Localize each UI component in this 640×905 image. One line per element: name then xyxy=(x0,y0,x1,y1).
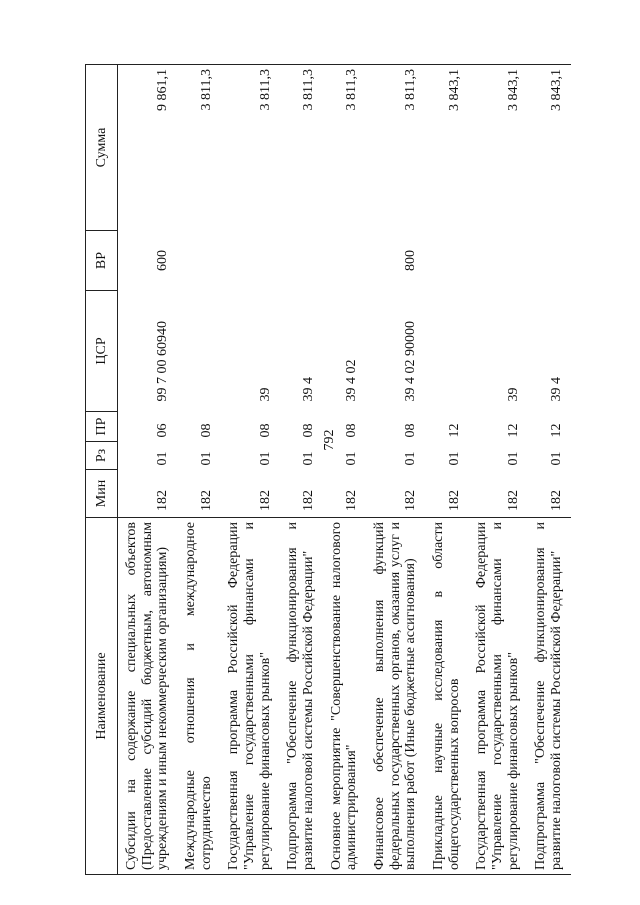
row-pr: 08 xyxy=(403,423,419,438)
row-pr: 08 xyxy=(301,423,317,438)
row-vr xyxy=(527,231,570,291)
row-rz: 01 xyxy=(155,451,171,466)
row-name: Международные отношения и международное сотрудничество xyxy=(177,518,220,875)
row-vr xyxy=(177,231,220,291)
table-row xyxy=(527,65,570,875)
row-rz: 01 xyxy=(257,451,273,466)
table-row xyxy=(177,65,220,875)
row-min: 182 xyxy=(446,490,462,511)
row-vr xyxy=(468,231,527,291)
row-pr: 08 xyxy=(344,423,360,438)
row-csr: 99 7 00 60940 xyxy=(155,321,171,402)
budget-table xyxy=(85,64,571,875)
row-pr: 06 xyxy=(155,423,171,438)
page-number: 792 xyxy=(322,429,337,451)
table-row xyxy=(366,65,425,875)
rotated-page xyxy=(85,65,610,875)
row-name: Финансовое обеспечение выполнения функций федеральных государственных органов, оказания услуг и выполнения работ (Иные бюджетные ассигнования) xyxy=(366,518,425,875)
row-csr: 39 4 xyxy=(549,377,565,402)
header-name: Наименование xyxy=(86,518,118,875)
row-vr xyxy=(425,231,468,291)
row-sum: 3 811,3 xyxy=(279,65,322,231)
row-rz: 01 xyxy=(301,451,317,466)
row-csr: 39 4 xyxy=(301,377,317,402)
row-sum: 3 811,3 xyxy=(323,65,366,231)
row-name: Государственная программа Российской Федерации "Управление государственными финансами и регулирование финансовых рынков" xyxy=(468,518,527,875)
table-row xyxy=(468,65,527,875)
row-min: 182 xyxy=(301,490,317,511)
row-name: Основное мероприятие "Совершенствование налогового администрирования" xyxy=(323,518,366,875)
row-csr xyxy=(177,291,220,412)
row-csr: 39 xyxy=(257,387,273,402)
row-rz: 01 xyxy=(344,451,360,466)
row-sum: 3 811,3 xyxy=(220,65,279,231)
row-min: 182 xyxy=(505,490,521,511)
row-vr xyxy=(220,231,279,291)
header-sum: Сумма xyxy=(86,65,118,231)
row-min: 182 xyxy=(257,490,273,511)
row-vr: 800 xyxy=(403,250,419,271)
row-sum: 9 861,1 xyxy=(118,65,178,231)
row-name: Подпрограмма "Обеспечение функционирования и развитие налоговой системы Российской Федерации" xyxy=(279,518,322,875)
row-min: 182 xyxy=(549,490,565,511)
table-row xyxy=(323,65,366,875)
row-pr: 12 xyxy=(549,423,565,438)
header-pr: ПР xyxy=(86,412,118,442)
row-name: Субсидии на содержание специальных объектов (Предоставление субсидий бюджетным, автономным учреждениям и иным некоммерческим организациям) xyxy=(118,518,178,875)
header-vr: ВР xyxy=(86,231,118,291)
table-row xyxy=(220,65,279,875)
row-vr xyxy=(279,231,322,291)
row-rz: 01 xyxy=(549,451,565,466)
row-rz: 01 xyxy=(446,451,462,466)
row-rz: 01 xyxy=(403,451,419,466)
row-min: 182 xyxy=(198,490,214,511)
row-pr: 12 xyxy=(446,423,462,438)
row-sum: 3 811,3 xyxy=(177,65,220,231)
row-csr: 39 4 02 xyxy=(344,359,360,402)
row-pr: 08 xyxy=(198,423,214,438)
row-min: 182 xyxy=(344,490,360,511)
header-csr: ЦСР xyxy=(86,291,118,412)
row-vr xyxy=(323,231,366,291)
row-name: Государственная программа Российской Федерации "Управление государственными финансами и регулирование финансовых рынков" xyxy=(220,518,279,875)
row-name: Подпрограмма "Обеспечение функционирования и развитие налоговой системы Российской Федерации" xyxy=(527,518,570,875)
row-sum: 3 811,3 xyxy=(366,65,425,231)
table-row xyxy=(279,65,322,875)
table-header-row xyxy=(86,65,118,875)
row-rz: 01 xyxy=(198,451,214,466)
row-sum: 3 843,1 xyxy=(527,65,570,231)
row-pr: 12 xyxy=(505,423,521,438)
row-pr: 08 xyxy=(257,423,273,438)
header-min: Мин xyxy=(86,470,118,518)
row-min: 182 xyxy=(403,490,419,511)
row-csr: 39 4 02 90000 xyxy=(403,321,419,402)
header-rz: Рз xyxy=(86,442,118,470)
table-row xyxy=(118,65,178,875)
row-min: 182 xyxy=(155,490,171,511)
row-sum: 3 843,1 xyxy=(468,65,527,231)
row-rz: 01 xyxy=(505,451,521,466)
row-vr: 600 xyxy=(155,250,171,271)
table-row xyxy=(425,65,468,875)
row-sum: 3 843,1 xyxy=(425,65,468,231)
row-csr xyxy=(425,291,468,412)
row-name: Прикладные научные исследования в области общегосударственных вопросов xyxy=(425,518,468,875)
row-csr: 39 xyxy=(505,387,521,402)
